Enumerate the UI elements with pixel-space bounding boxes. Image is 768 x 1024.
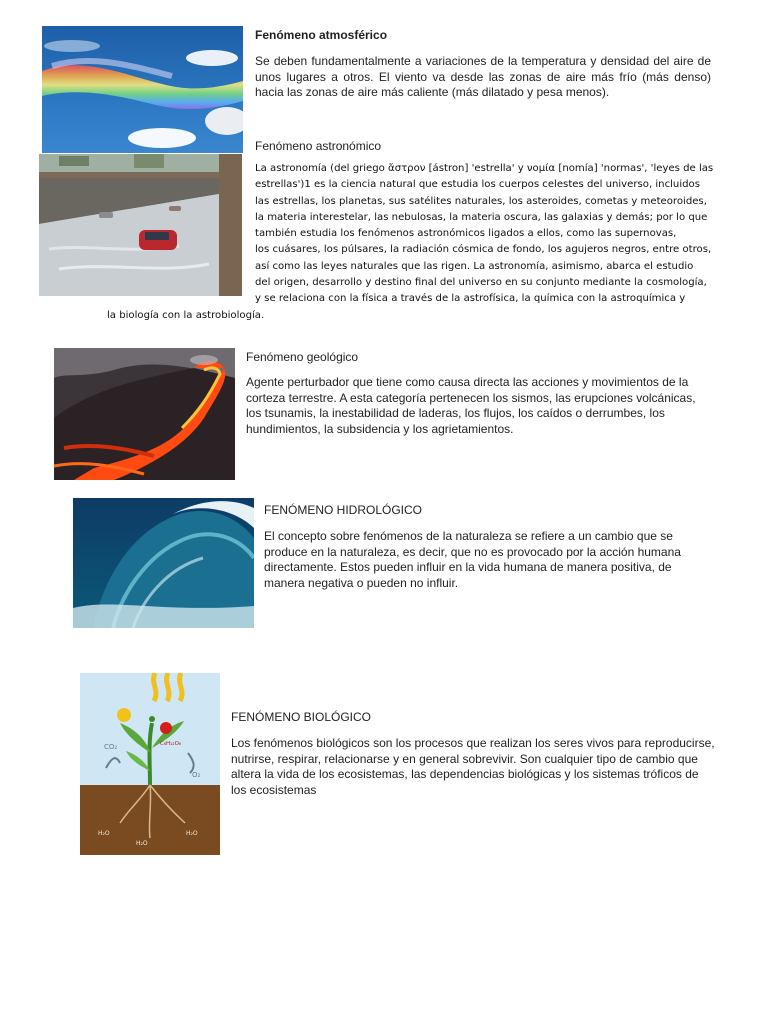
hydrological-text: El concepto sobre fenómenos de la naturaleza se refiere a un cambio que se produce en la naturaleza, es decir, que no es provocado por la acción humana directamente. Estos pueden influir en la vida humana de manera positiva, de manera negativa o pueden no influir. <box>264 529 681 590</box>
atmospheric-rainbow-cloud-image <box>42 26 243 153</box>
geological-title: Fenómeno geológico <box>246 350 359 364</box>
h2o-left-label: H₂O <box>98 830 110 837</box>
geological-text: Agente perturbador que tiene como causa directa las acciones y movimientos de la corteza terrestre. A esta categoría pertenecen los sismos, las erupciones volcánicas, los tsunamis, la inestabilidad de laderas, los flujos, los caídos o derrumbes, los hundimientos, la subsidencia y los agrietamientos. <box>246 375 696 436</box>
ocean-wave-image <box>73 498 254 628</box>
astronomical-line: estrellas')1 es la ciencia natural que estudia los cuerpos celestes del universo, incluidos <box>255 179 700 191</box>
astronomical-line: la materia interestelar, las nebulosas, la materia oscura, las galaxias y demás; por lo que <box>255 211 708 223</box>
biological-text: Los fenómenos biológicos son los procesos que realizan los seres vivos para reproducirse, nutrirse, respirar, relacionarse y en general sobrevivir. Son cualquier tipo de cambio que altera la vida de los ecosistemas, las dependencias biológicas y los sistemas tróficos de los ecosistemas <box>231 736 715 797</box>
astronomical-title: Fenómeno astronómico <box>255 139 382 153</box>
astronomical-line: también estudia los fenómenos astronómicos ligados a ellos, como las supernovas, <box>255 228 677 240</box>
hydrological-title: FENÓMENO HIDROLÓGICO <box>264 503 423 517</box>
co2-label: CO₂ <box>104 743 118 751</box>
astronomical-line: los cuásares, los púlsares, la radiación cósmica de fondo, los agujeros negros, entre otros, <box>255 244 712 256</box>
h2o-right-label: H₂O <box>186 830 198 837</box>
atmospheric-text: Se deben fundamentalmente a variaciones de la temperatura y densidad del aire de unos lugares a otros. El viento va desde las zonas de aire más frío (más denso) hacia las zonas de aire más caliente (más dilatado y pesa menos). <box>255 54 711 99</box>
flooded-street-image <box>39 154 242 296</box>
astronomical-line: así como las leyes naturales que las rigen. La astronomía, asimismo, abarca el estudio <box>255 260 694 272</box>
h2o-center-label: H₂O <box>136 840 148 847</box>
astronomical-line: y se relaciona con la física a través de la astrofísica, la química con la astroquímica y <box>255 293 686 305</box>
o2-label: O₂ <box>192 771 201 779</box>
glucose-label: C₆H₁₂O₆ <box>160 741 182 747</box>
astronomical-line: del origen, desarrollo y destino final del universo en su conjunto mediante la cosmología, <box>255 277 707 289</box>
astronomical-line: las estrellas, los planetas, sus satélites naturales, los asteroides, cometas y meteoroides, <box>255 195 707 207</box>
astronomical-text <box>107 161 715 324</box>
astronomical-line: La astronomía (del griego ἄστρον [ástron] 'estrella' y νομία [nomía] 'normas', 'leyes de las <box>255 163 714 174</box>
photosynthesis-diagram-image <box>80 673 220 855</box>
astronomical-line-last: la biología con la astrobiología. <box>107 309 265 321</box>
atmospheric-title: Fenómeno atmosférico <box>255 28 388 42</box>
volcano-lava-image <box>54 348 235 480</box>
biological-title: FENÓMENO BIOLÓGICO <box>231 710 372 724</box>
